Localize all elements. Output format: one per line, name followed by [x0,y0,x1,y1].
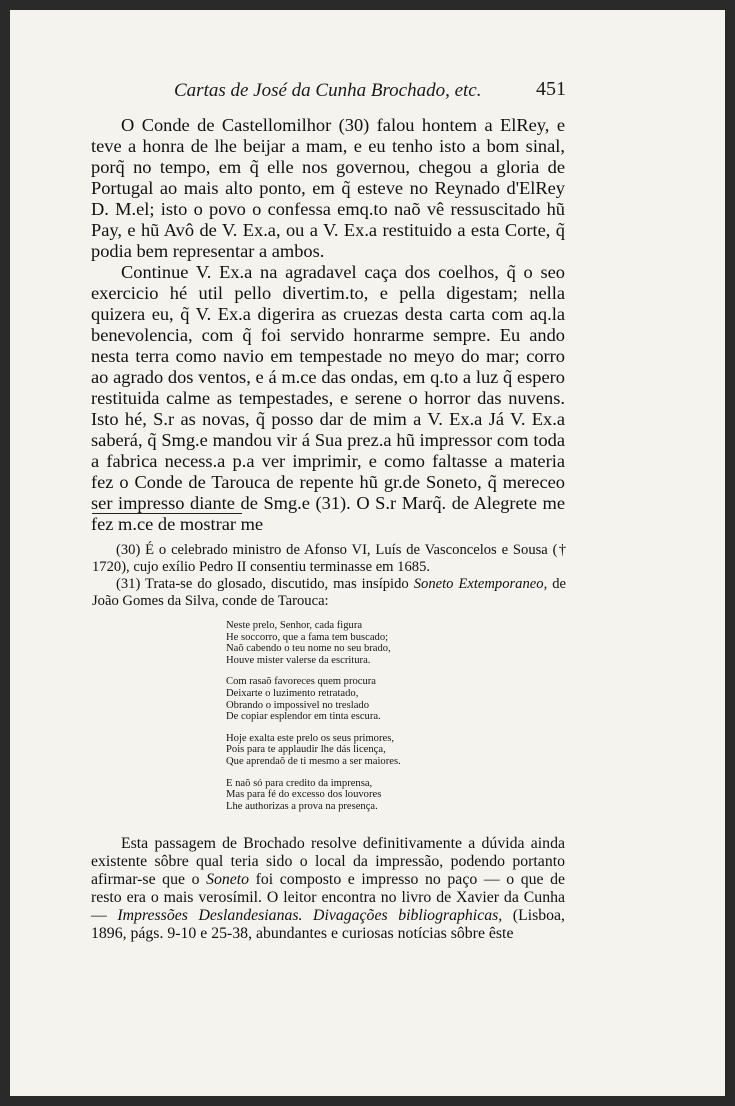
verse-line: Naõ cabendo o teu nome no seu brado, [226,643,391,655]
sonnet-quote [226,620,546,822]
footnote-31 [92,576,566,610]
footnote-rule [92,513,242,514]
closing-paragraph [91,835,565,943]
continuation-text [91,835,565,943]
verse-line: Neste prelo, Senhor, cada figura [226,620,363,631]
tail-italic-soneto: Soneto [206,871,250,888]
verse-line: Deixarte o luzimento retratado, [226,687,359,699]
stanza-2 [226,676,546,722]
book-page [10,10,725,1096]
tail-text-3: (Lisboa, 1896, págs. 9-10 e 25-38, abundantes e curiosas notícias sôbre êste [91,907,566,942]
verse-line: Lhe authorizas a prova na presença. [226,800,378,812]
main-text [91,115,565,535]
verse-line: De copiar esplendor em tinta escura. [226,711,381,723]
stanza-4 [226,778,546,813]
footnote-31-text-b: , de João Gomes da Silva, conde de Tarouca: [92,576,566,609]
verse-line: Houve mister valerse da escritura. [226,654,371,666]
verse-line: Com rasaõ favoreces quem procura [226,676,377,688]
verse-line: Mas para fé do excesso dos louvores [226,789,382,801]
tail-text-2: foi composto e impresso no paço — o que de resto era o mais verosímil. O leitor encontra no livro de Xavier da Cunha — [91,871,565,924]
verse-line: E naõ só para credito da imprensa, [226,777,373,789]
paragraph: O Conde de Castellomilhor (30) falou hontem a ElRey, e teve a honra de lhe beijar a mam, e eu tenho isto a bom sinal, porq̃ no tempo, em q̃ elle nos governou, chegou a gloria de Portugal ao mais alto ponto, em q̃ esteve no Reynado d'ElRey D. M.el; isto o povo o confessa emq.to naõ vê ressuscitado hũ Pay, e hũ Avô de V. Ex.a, ou a V. Ex.a restituido a esta Corte, q̃ podia bem representar a ambos. [91,115,565,261]
stanza-1 [226,620,546,666]
verse-line: Hoje exalta este prelo os seus primores, [226,732,394,744]
stanza-3 [226,733,546,768]
page-number: 451 [536,78,566,100]
verse-line: Obrando o impossivel no treslado [226,699,369,711]
page-header [10,80,725,106]
verse-line: Que aprendaõ de ti mesmo a ser maiores. [226,755,401,767]
tail-text-1: Esta passagem de Brochado resolve definitivamente a dúvida ainda existente sôbre qual teria sido o local da impressão, podendo portanto afirmar-se que o [91,835,565,888]
footnotes [92,542,566,610]
running-title: Cartas de José da Cunha Brochado, etc. [174,80,482,101]
verse-line: Pois para te applaudir lhe dás licença, [226,744,386,756]
tail-italic-book-title: Impressões Deslandesianas. Divagações bibliographicas, [117,907,503,924]
footnote-31-text-a: (31) Trata-se do glosado, discutido, mas insípido [116,576,414,592]
footnote-31-title: Soneto Extemporaneo [413,576,544,592]
paragraph: Continue V. Ex.a na agradavel caça dos coelhos, q̃ o seo exercicio hé util pello divertim.to, e pella digestam; nella quizera eu, q̃ V. Ex.a digerira as cruezas desta carta com aq.la benevolencia, com q̃ foi servido honrarme sempre. Eu ando nesta terra como navio em tempestade no meyo do mar; corro ao agrado dos ventos, e á m.ce das ondas, em q.to a luz q̃ espero restituida calme as tempestades, e serene o horror das nuvens. Isto hé, S.r as novas, q̃ posso dar de mim a V. Ex.a Já V. Ex.a saberá, q̃ Smg.e mandou vir á Sua prez.a hũ impressor com toda a fabrica necess.a p.a ver imprimir, e como faltasse a materia fez o Conde de Tarouca de repente hũ gr.de Soneto, q̃ mereceo ser impresso diante de Smg.e (31). O S.r Marq̃. de Alegrete me fez m.ce de mostrar me [91,262,565,534]
verse-line: He soccorro, que a fama tem buscado; [226,631,389,643]
footnote-30: (30) É o celebrado ministro de Afonso VI, Luís de Vasconcelos e Sousa († 1720), cujo exílio Pedro II consentiu terminasse em 1685. [92,542,566,575]
